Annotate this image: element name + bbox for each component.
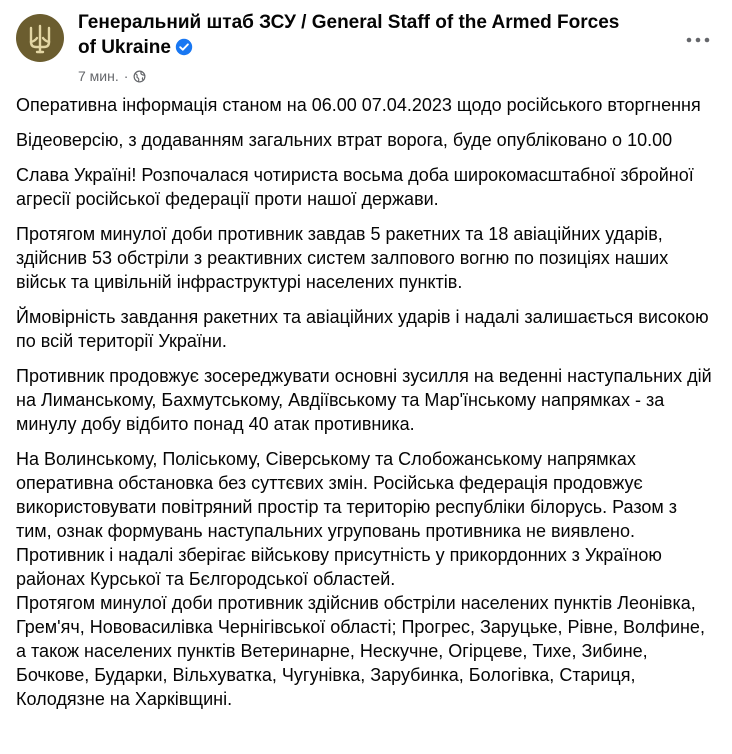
post-paragraph: Протягом минулої доби противник завдав 5 ракетних та 18 авіаційних ударів, здійснив 53 обстріли з реактивних систем залпового вогню по позиціях наших військ та цивільній інфраструктурі населених пунктів. bbox=[16, 224, 669, 292]
page-avatar[interactable] bbox=[16, 14, 64, 62]
post-paragraph: На Волинському, Поліському, Сіверському та Слобожанському напрямках оперативна обстановка без суттєвих змін. Російська федерація продовжує використовувати повітряний простір та територію республіки білорусь. Разом з тим, ознак формувань наступальних угруповань противника не виявлено. Противник і надалі зберігає військову присутність у прикордонних з Україною районах Курської та Бєлгородської областей. bbox=[16, 449, 678, 589]
post-paragraph: Слава Україні! Розпочалася чотириста восьма доба широкомасштабної збройної агресії російської федерації проти нашої держави. bbox=[16, 165, 694, 209]
post-paragraph: Протягом минулої доби противник здійснив обстріли населених пунктів Леонівка, Грем'яч, Нововасилівка Чернігівської області; Прогрес, Заруцьке, Рівне, Волфине, а також населених пунктів Ветеринарне, Нескучне, Огірцеве, Тихе, Зибине, Бочкове, Бударки, Вільхуватка, Чугунівка, Зарубинка, Бологівка, Стариця, Колодязне на Харківщині. bbox=[16, 593, 705, 709]
globe-icon[interactable] bbox=[133, 70, 146, 83]
page-name-link[interactable] bbox=[78, 10, 638, 60]
post-meta bbox=[78, 66, 146, 86]
post-paragraph: Ймовірність завдання ракетних та авіаційних ударів і надалі залишається високою по всій території України. bbox=[16, 307, 709, 351]
post-body bbox=[16, 93, 716, 711]
verified-badge-icon bbox=[175, 38, 193, 56]
post-paragraph: Оперативна інформація станом на 06.00 07.04.2023 щодо російського вторгнення bbox=[16, 95, 701, 115]
page-name-text[interactable]: Генеральний штаб ЗСУ / General Staff of the Armed Forces of Ukraine bbox=[78, 12, 620, 58]
post-timestamp[interactable]: 7 мин. bbox=[78, 68, 119, 84]
post-header bbox=[16, 10, 716, 84]
post-paragraph: Відеоверсію, з додаванням загальних втрат ворога, буде опубліковано о 10.00 bbox=[16, 130, 673, 150]
more-options-button[interactable] bbox=[680, 22, 716, 58]
more-options-icon bbox=[686, 37, 710, 43]
post-paragraph: Противник продовжує зосереджувати основні зусилля на веденні наступальних дій на Лиманському, Бахмутському, Авдіївському та Мар'їнському напрямках - за минулу добу відбито понад 40 атак противника. bbox=[16, 366, 712, 434]
meta-separator: · bbox=[123, 68, 129, 84]
trident-emblem-icon bbox=[16, 14, 64, 62]
